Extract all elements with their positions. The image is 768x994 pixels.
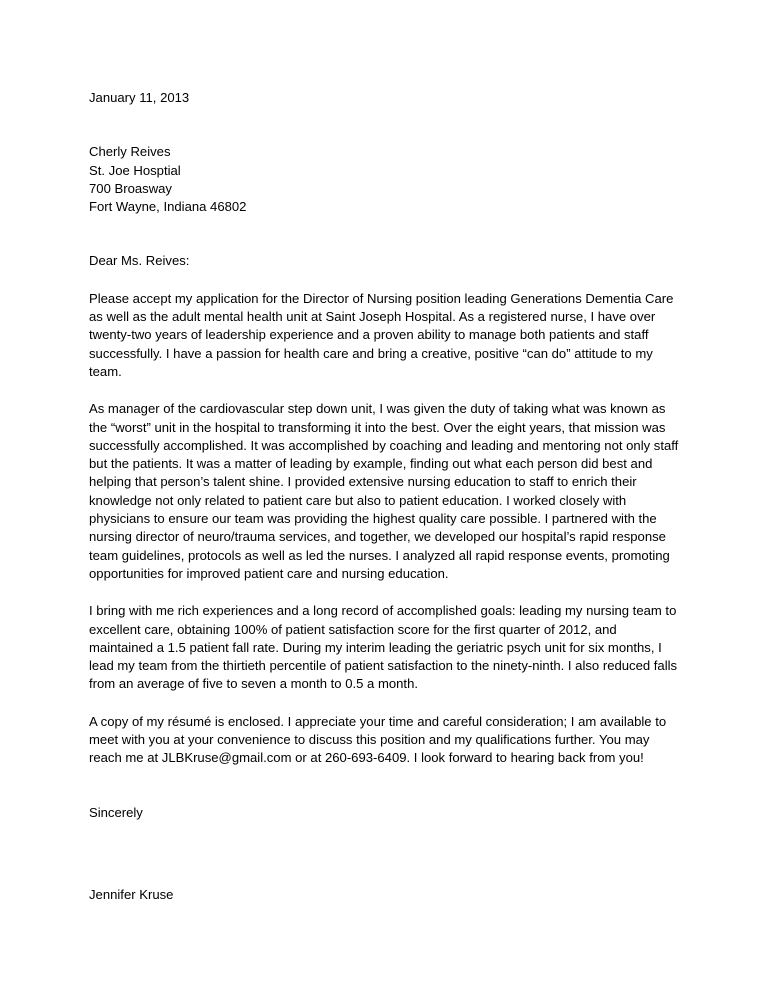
salutation: Dear Ms. Reives: bbox=[89, 253, 190, 269]
recipient-street: 700 Broasway bbox=[89, 180, 172, 196]
spacer-before-closing bbox=[89, 768, 679, 804]
recipient-name: Cherly Reives bbox=[89, 144, 171, 160]
letter-content bbox=[89, 89, 679, 904]
letter-date: January 11, 2013 bbox=[89, 90, 190, 105]
spacer-after-salutation bbox=[89, 271, 679, 290]
recipient-address-block bbox=[89, 143, 679, 216]
spacer-paragraph-2-3 bbox=[89, 583, 679, 602]
body-paragraph-1: Please accept my application for the Director of Nursing position leading Generations Dementia Care as well as the adult mental health unit at Saint Joseph Hospital. As a registered nurse, I have over twenty-two years of leadership experience and a proven ability to manage both patients and staff successfully. I have a passion for health care and bring a creative, positive “can do” attitude to my team. bbox=[89, 290, 674, 379]
spacer-paragraph-1-2 bbox=[89, 381, 679, 400]
spacer-after-address bbox=[89, 216, 679, 252]
recipient-city-state-zip: Fort Wayne, Indiana 46802 bbox=[89, 199, 247, 215]
spacer-paragraph-3-4 bbox=[89, 694, 679, 713]
body-paragraph-2: As manager of the cardiovascular step down unit, I was given the duty of taking what was known as the “worst” unit in the hospital to transforming it into the best. Over the eight years, that mission was successfully accomplished. It was accomplished by coaching and leading and mentoring not only staff but the patients. It was a matter of leading by example, finding out what each person did best and helping that person’s talent shine. I provided extensive nursing education to staff to enrich their knowledge not only related to patient care but also to patient education. I worked closely with physicians to ensure our team was providing the highest quality care possible. I partnered with the nursing director of neuro/trauma services, and together, we developed our hospital’s rapid response team guidelines, protocols as well as led the nurses. I analyzed all rapid response events, promoting opportunities for improved patient care and nursing education. bbox=[89, 401, 679, 581]
spacer-after-date bbox=[89, 107, 679, 143]
closing-salutation: Sincerely bbox=[89, 804, 143, 820]
signature-space-extra bbox=[89, 867, 679, 886]
signature-space bbox=[89, 822, 679, 867]
body-paragraph-3: I bring with me rich experiences and a long record of accomplished goals: leading my nursing team to excellent care, obtaining 100% of patient satisfaction score for the first quarter of 2012, and maintained a 1.5 patient fall rate. During my interim leading the geriatric psych unit for six months, I lead my team from the thirtieth percentile of patient satisfaction to the ninety-ninth. I also reduced falls from an average of five to seven a month to 0.5 a month. bbox=[89, 603, 678, 692]
body-paragraph-4: A copy of my résumé is enclosed. I appreciate your time and careful consideration; I am available to meet with you at your convenience to discuss this position and my qualifications further. You may reach me at JLBKruse@gmail.com or at 260-693-6409. I look forward to hearing back from you! bbox=[89, 713, 667, 766]
signature-name: Jennifer Kruse bbox=[89, 886, 174, 902]
recipient-organization: St. Joe Hosptial bbox=[89, 162, 181, 178]
